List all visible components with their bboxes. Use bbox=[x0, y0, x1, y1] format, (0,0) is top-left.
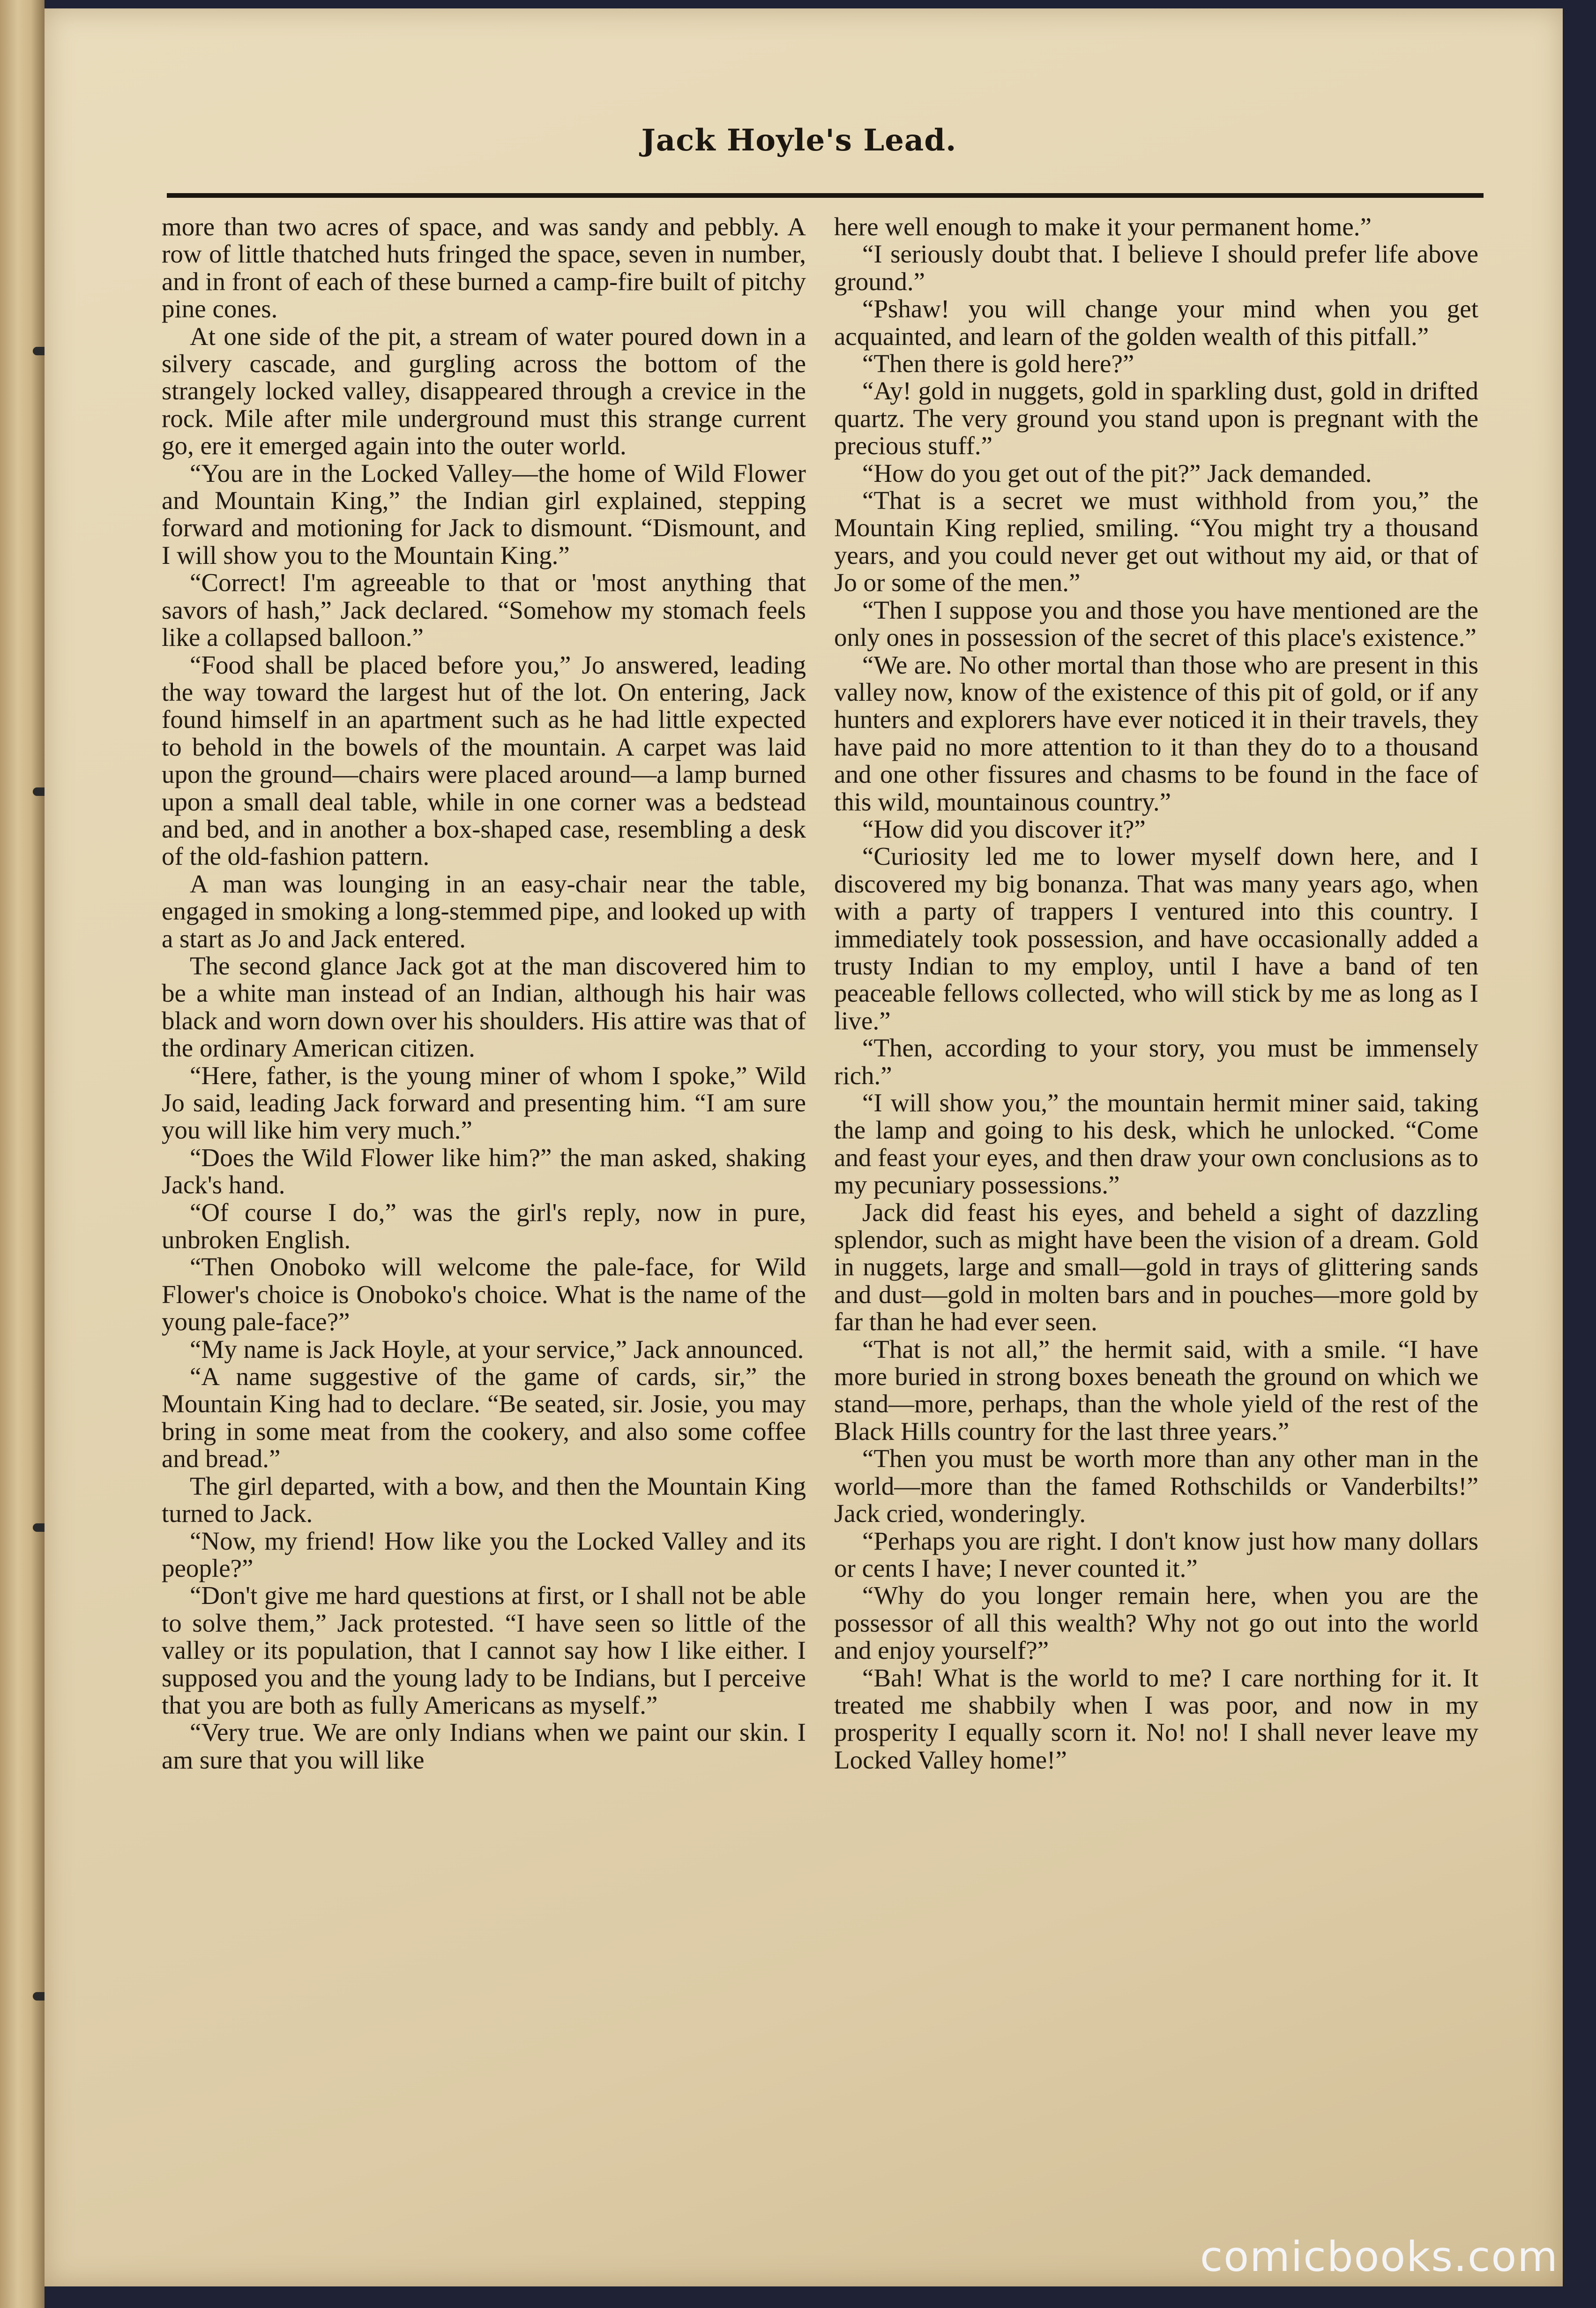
paragraph: “Then Onoboko will welcome the pale-face, for Wild Flower's choice is Onoboko's choice. What is the name of the young pale-face?” bbox=[162, 1252, 806, 1336]
paragraph: “You are in the Locked Valley—the home of Wild Flower and Mountain King,” the Indian girl explained, stepping forward and motioning for Jack to dismount. “Dismount, and I will show you to the Mountain King.” bbox=[162, 458, 806, 570]
paragraph: Jack did feast his eyes, and beheld a sight of dazzling splendor, such as might have been the vision of a dream. Gold in nuggets, large and small—gold in trays of glittering sands and dust—gold in molten bars and in pouches—more gold by far than he had ever seen. bbox=[834, 1198, 1478, 1336]
paragraph: “Bah! What is the world to me? I care northing for it. It treated me shabbily when I was poor, and now in my prosperity I equally scorn it. No! no! I shall never leave my Locked Valley home!” bbox=[834, 1663, 1478, 1774]
text-column-right bbox=[834, 213, 1478, 2154]
paragraph: “Why do you longer remain here, when you are the possessor of all this wealth? Why not go out into the world and enjoy yourself?” bbox=[834, 1581, 1478, 1665]
paragraph: “Curiosity led me to lower myself down here, and I discovered my big bonanza. That was many years ago, when with a party of trappers I ventured into this country. I immediately took possession, and have occasionally added a trusty Indian to my employ, until I have a band of ten peaceable fellows collected, who will stick by me as long as I live.” bbox=[834, 842, 1478, 1035]
paragraph: A man was lounging in an easy-chair near the table, engaged in smoking a long-stemmed pipe, and looked up with a start as Jo and Jack entered. bbox=[162, 869, 806, 953]
paragraph: The girl departed, with a bow, and then the Mountain King turned to Jack. bbox=[162, 1471, 806, 1528]
paragraph: “We are. No other mortal than those who are present in this valley now, know of the existence of this pit of gold, or if any hunters and explorers have ever noticed it in their travels, they have paid no more attention to it than they do to a thousand and one other fissures and chasms to be found in the face of this wild, mountainous country.” bbox=[834, 650, 1478, 816]
paragraph: “Does the Wild Flower like him?” the man asked, shaking Jack's hand. bbox=[162, 1143, 806, 1199]
text-column-left bbox=[162, 213, 806, 2154]
paragraph: “Of course I do,” was the girl's reply, now in pure, unbroken English. bbox=[162, 1198, 806, 1254]
page-title: Jack Hoyle's Lead. bbox=[641, 123, 957, 158]
paragraph: here well enough to make it your permanent home.” bbox=[834, 213, 1372, 241]
paragraph: “Food shall be placed before you,” Jo answered, leading the way toward the largest hut of the lot. On entering, Jack found himself in an apartment such as he had little expected to behold in the bowels of the mountain. A carpet was laid upon the ground—chairs were placed around—a lamp burned upon a small deal table, while in one corner was a bedstead and bed, and in another a box-shaped case, resembling a desk of the old-fashion pattern. bbox=[162, 650, 806, 871]
paragraph: The second glance Jack got at the man discovered him to be a white man instead of an Indian, although his hair was black and worn down over his shoulders. His attire was that of the ordinary American citizen. bbox=[162, 951, 806, 1063]
paragraph: “A name suggestive of the game of cards, sir,” the Mountain King had to declare. “Be seated, sir. Josie, you may bring in some meat from the cookery, and also some coffee and bread.” bbox=[162, 1362, 806, 1473]
paragraph: “That is a secret we must withhold from you,” the Mountain King replied, smiling. “You might try a thousand years, and you could never get out without my aid, or that of Jo or some of the men.” bbox=[834, 486, 1478, 597]
paragraph: “Very true. We are only Indians when we paint our skin. I am sure that you will like bbox=[162, 1718, 806, 1774]
paragraph: “Ay! gold in nuggets, gold in sparkling dust, gold in drifted quartz. The very ground you stand upon is pregnant with the precious stuff.” bbox=[834, 376, 1478, 460]
paragraph: “Then you must be worth more than any other man in the world—more than the famed Rothschilds or Vanderbilts!” Jack cried, wonderingly. bbox=[834, 1444, 1478, 1528]
paragraph: “Then there is gold here?” bbox=[862, 349, 1134, 378]
paragraph: “Correct! I'm agreeable to that or 'most anything that savors of hash,” Jack declared. “Somehow my stomach feels like a collapsed balloon.” bbox=[162, 568, 806, 652]
binding-spine bbox=[0, 0, 45, 2308]
paragraph: “Now, my friend! How like you the Locked Valley and its people?” bbox=[162, 1526, 806, 1582]
header-rule bbox=[167, 193, 1484, 198]
paragraph: more than two acres of space, and was sandy and pebbly. A row of little thatched huts fringed the space, seven in number, and in front of each of these burned a camp-fire built of pitchy pine cones. bbox=[162, 213, 806, 323]
paragraph: “How do you get out of the pit?” Jack demanded. bbox=[862, 458, 1372, 487]
paragraph: “I will show you,” the mountain hermit miner said, taking the lamp and going to his desk, which he unlocked. “Come and feast your eyes, and then draw your own conclusions as to my pecuniary possessions.” bbox=[834, 1088, 1478, 1199]
paragraph: “How did you discover it?” bbox=[862, 814, 1146, 843]
paragraph: At one side of the pit, a stream of water poured down in a silvery cascade, and gurgling across the bottom of the strangely locked valley, disappeared through a crevice in the rock. Mile after mile underground must this strange current go, ere it emerged again into the outer world. bbox=[162, 322, 806, 460]
paragraph: “Then I suppose you and those you have mentioned are the only ones in possession of the secret of this place's existence.” bbox=[834, 595, 1478, 652]
paragraph: “Don't give me hard questions at first, or I shall not be able to solve them,” Jack protested. “I have seen so little of the valley or its population, that I cannot say how I like either. I supposed you and the young lady to be Indians, but I perceive that you are both as fully Americans as myself.” bbox=[162, 1581, 806, 1719]
site-watermark: comicbooks.com bbox=[1200, 2233, 1559, 2281]
paragraph: “Then, according to your story, you must be immensely rich.” bbox=[834, 1034, 1478, 1090]
paragraph: “Pshaw! you will change your mind when you get acquainted, and learn of the golden wealth of this pitfall.” bbox=[834, 294, 1478, 351]
paragraph: “That is not all,” the hermit said, with a smile. “I have more buried in strong boxes beneath the ground on which we stand—more, perhaps, than the whole yield of the rest of the Black Hills country for the last three years.” bbox=[834, 1334, 1478, 1446]
paragraph: “My name is Jack Hoyle, at your service,” Jack announced. bbox=[190, 1334, 804, 1364]
paragraph: “Perhaps you are right. I don't know just how many dollars or cents I have; I never counted it.” bbox=[834, 1526, 1478, 1582]
paragraph: “I seriously doubt that. I believe I should prefer life above ground.” bbox=[834, 240, 1478, 296]
paragraph: “Here, father, is the young miner of whom I spoke,” Wild Jo said, leading Jack forward and presenting him. “I am sure you will like him very much.” bbox=[162, 1061, 806, 1145]
